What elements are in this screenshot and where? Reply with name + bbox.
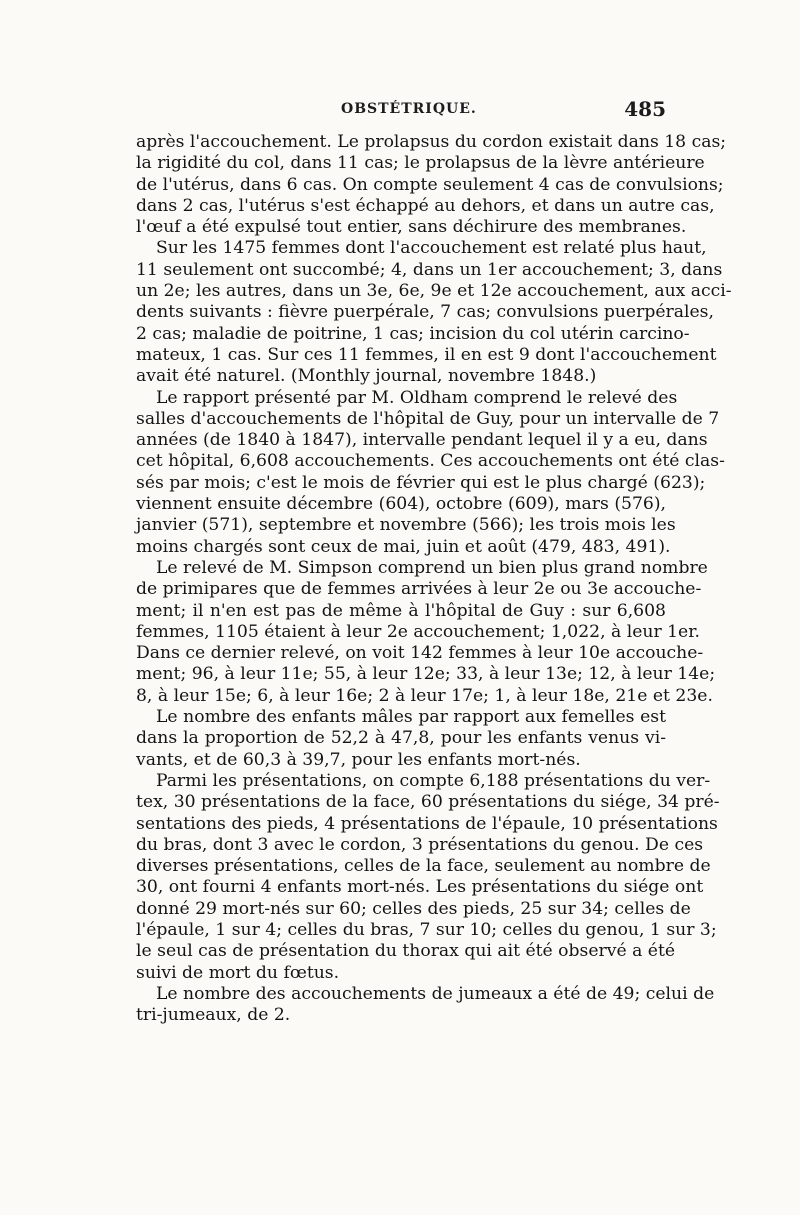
text-line: dans 2 cas, l'utérus s'est échappé au dehors, et dans un autre cas, (136, 195, 715, 216)
text-line: suivi de mort du fœtus. (136, 962, 340, 983)
text-line: de primipares que de femmes arrivées à leur 2e ou 3e accouche- (136, 579, 702, 600)
text-line: le seul cas de présentation du thorax qui ait été observé a été (136, 941, 676, 962)
paragraph-start-line: Parmi les présentations, on compte 6,188 présentations du ver- (156, 770, 711, 791)
text-line: 11 seulement ont succombé; 4, dans un 1er accouchement; 3, dans (136, 259, 723, 280)
text-line: 30, ont fourni 4 enfants mort-nés. Les présentations du siége ont (136, 877, 704, 898)
text-line: sentations des pieds, 4 présentations de l'épaule, 10 présentations (136, 813, 718, 834)
text-line: de l'utérus, dans 6 cas. On compte seulement 4 cas de convulsions; (136, 174, 724, 195)
text-line: après l'accouchement. Le prolapsus du cordon existait dans 18 cas; (136, 132, 727, 152)
text-line: femmes, 1105 étaient à leur 2e accouchement; 1,022, à leur 1er. (136, 621, 701, 642)
text-line: tri-jumeaux, de 2. (136, 1005, 291, 1026)
text-line: 8, à leur 15e; 6, à leur 16e; 2 à leur 17e; 1, à leur 18e, 21e et 23e. (136, 685, 713, 706)
text-line: l'œuf a été expulsé tout entier, sans déchirure des membranes. (136, 217, 687, 238)
text-line: ment; il n'en est pas de même à l'hôpital de Guy : sur 6,608 (136, 600, 666, 621)
paragraph-start-line: Le nombre des enfants mâles par rapport aux femelles est (156, 707, 666, 728)
text-line: un 2e; les autres, dans un 3e, 6e, 9e et 12e accouchement, aux acci- (136, 281, 732, 302)
text-line: vants, et de 60,3 à 39,7, pour les enfants mort-nés. (136, 749, 581, 770)
text-line: diverses présentations, celles de la face, seulement au nombre de (136, 856, 711, 877)
page-header (136, 97, 666, 127)
text-line: l'épaule, 1 sur 4; celles du bras, 7 sur 10; celles du genou, 1 sur 3; (136, 919, 717, 940)
text-line: sés par mois; c'est le mois de février qui est le plus chargé (623); (136, 472, 706, 493)
text-line: moins chargés sont ceux de mai, juin et août (479, 483, 491). (136, 536, 671, 557)
paragraph-start-line: Sur les 1475 femmes dont l'accouchement est relaté plus haut, (156, 238, 707, 259)
paragraph-start-line: Le rapport présenté par M. Oldham comprend le relevé des (156, 387, 678, 408)
text-line: Dans ce dernier relevé, on voit 142 femmes à leur 10e accouche- (136, 643, 704, 664)
text-line: 2 cas; maladie de poitrine, 1 cas; incision du col utérin carcino- (136, 323, 690, 344)
page-body (136, 132, 732, 1026)
text-line: ment; 96, à leur 11e; 55, à leur 12e; 33, à leur 13e; 12, à leur 14e; (136, 664, 716, 685)
text-line: janvier (571), septembre et novembre (566); les trois mois les (136, 515, 676, 536)
text-line: dents suivants : fièvre puerpérale, 7 cas; convulsions puerpérales, (136, 302, 714, 323)
text-line: avait été naturel. (Monthly journal, novembre 1848.) (136, 366, 597, 387)
running-head: OBSTÉTRIQUE. (341, 101, 477, 117)
text-line: viennent ensuite décembre (604), octobre (609), mars (576), (136, 494, 666, 515)
text-line: mateux, 1 cas. Sur ces 11 femmes, il en est 9 dont l'accouchement (136, 344, 717, 365)
text-line: salles d'accouchements de l'hôpital de Guy, pour un intervalle de 7 (136, 408, 720, 429)
paragraph-start-line: Le nombre des accouchements de jumeaux a été de 49; celui de (156, 983, 715, 1004)
text-line: années (de 1840 à 1847), intervalle pendant lequel il y a eu, dans (136, 430, 708, 451)
paragraph-start-line: Le relevé de M. Simpson comprend un bien plus grand nombre (156, 557, 708, 578)
text-line: dans la proportion de 52,2 à 47,8, pour les enfants venus vi- (136, 728, 666, 749)
text-line: cet hôpital, 6,608 accouchements. Ces accouchements ont été clas- (136, 451, 725, 472)
page-number: 485 (624, 97, 666, 121)
text-line: tex, 30 présentations de la face, 60 présentations du siége, 34 pré- (136, 792, 720, 813)
text-line: donné 29 mort-nés sur 60; celles des pieds, 25 sur 34; celles de (136, 898, 691, 919)
text-line: la rigidité du col, dans 11 cas; le prolapsus de la lèvre antérieure (136, 153, 705, 174)
text-line: du bras, dont 3 avec le cordon, 3 présentations du genou. De ces (136, 834, 704, 855)
